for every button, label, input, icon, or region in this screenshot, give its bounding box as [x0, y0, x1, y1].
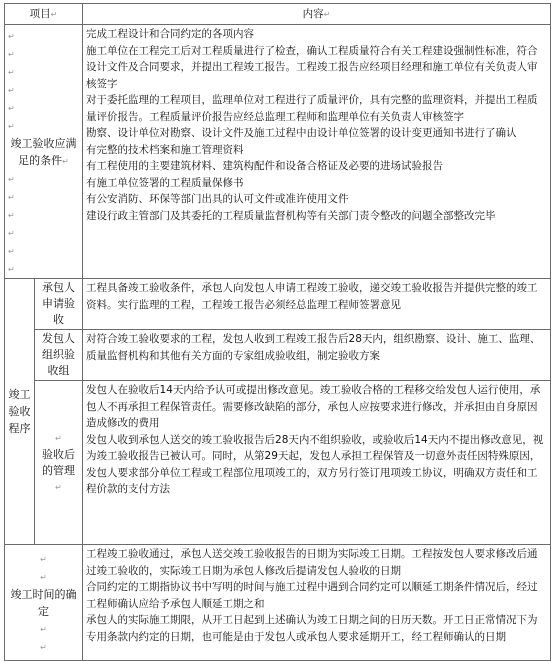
- conditions-row: [5, 25, 551, 279]
- procedure-label-organize: 发包人组织验收组: [35, 330, 83, 381]
- header-row: [5, 4, 551, 25]
- procedure-text-apply: 工程具备竣工验收条件，承包人向发包人申请工程竣工验收，递交竣工验收报告并提供完整的竣工资料。实行监理的工程，工程竣工报告必须经总监理工程师签署意见: [83, 279, 551, 330]
- procedure-text-organize: 对符合竣工验收要求的工程，发包人收到工程竣工报告后28天内，组织勘察、设计、施工、监理、质量监督机构和其他有关方面的专家组成验收组，制定验收方案: [83, 330, 551, 381]
- procedure-text-management: 发包人在验收后14天内给予认可或提出修改意见。竣工验收合格的工程移交给发包人运行使用，承包人不再承担工程保管责任。需要修改缺陷的部分，承包人应按要求进行修改，并承担由自身原因造成修改的费用 发包人收到承包人送交的竣工验收报告后28天内不组织验收，或验收后14天内不提出修改意见，视为竣工验收报告已被认可。同时，从第29天起，发包人承担工程保管及一切意外责任因特殊原因，发包人要求部分单位工程或工程部位甩项竣工的，双方另行签订甩项竣工协议，明确双方责任和工程价款的支付方法: [83, 381, 551, 545]
- procedure-label-management: ↵ 验收后的管理 ↵: [35, 381, 83, 545]
- procedure-title: 竣工验收程序: [5, 279, 35, 545]
- completion-row: [5, 545, 551, 661]
- condition-line: 建设行政主管部门及其委托的工程质量监督机构等有关部门责令整改的问题全部整改完毕: [86, 209, 496, 222]
- condition-line: 对于委托监理的工程项目，监理单位对工程进行了质量评价，具有完整的监理资料，并提出工程质量评价报告。工程质量评价报告应经总监理工程师和监理单位有关负责人审核签字: [86, 94, 538, 123]
- completion-title: ↵ ↵ 竣工时间的确定 ↵ ↵: [5, 545, 83, 661]
- procedure-row-apply: [5, 279, 551, 330]
- condition-line: 有完整的技术档案和施工管理资料: [86, 143, 244, 156]
- completion-content: 工程竣工验收通过，承包人送交竣工验收报告的日期为实际竣工日期。工程按发包人要求修改后通过竣工验收的，实际竣工日期为承包人修改后提请发包人验收的日期 合同约定的工期指协议书中写明的时间与施工过程中遇到合同约定可以顺延工期条件情况后，经过工程师确认应给予承包人顺延工期之和 承包人的实际施工期限，从开工日起到上述确认为竣工日期之间的日历天数。开工日正常情况下为专用条款内约定的日期，也可能是由于发包人或承包人要求延期开工，经工程师确认的日期: [83, 545, 551, 661]
- procedure-row-management: [5, 381, 551, 545]
- condition-line: 有公安消防、环保等部门出具的认可文件或准许使用文件: [86, 193, 349, 205]
- condition-line: 有施工单位签署的工程质量保修书: [86, 176, 244, 189]
- procedure-label-apply: 承包人申请验收: [35, 279, 83, 330]
- condition-line: 有工程使用的主要建筑材料、建筑构配件和设备合格证及必要的进场试验报告: [86, 160, 444, 172]
- conditions-content: [83, 25, 551, 279]
- header-item: 项目↵: [5, 4, 83, 25]
- header-content: 内容↵: [83, 4, 551, 25]
- procedure-row-organize: [5, 330, 551, 381]
- condition-line: 完成工程设计和合同约定的各项内容: [86, 28, 255, 40]
- condition-line: 勘察、设计单位对勘察、设计文件及施工过程中由设计单位签署的设计变更通知书进行了确认: [86, 127, 517, 139]
- condition-line: 施工单位在工程完工后对工程质量进行了检查，确认工程质量符合有关工程建设强制性标准，符合设计文件及合同要求，并提出工程竣工报告。工程竣工报告应经项目经理和施工单位有关负责人审核签字: [86, 44, 538, 90]
- acceptance-table: [4, 3, 551, 661]
- conditions-title: ↵ ↵ ↵ ↵ ↵ ↵ 竣工验收应满足的条件↵ ↵ ↵ ↵ ↵ ↵ ↵: [5, 25, 83, 279]
